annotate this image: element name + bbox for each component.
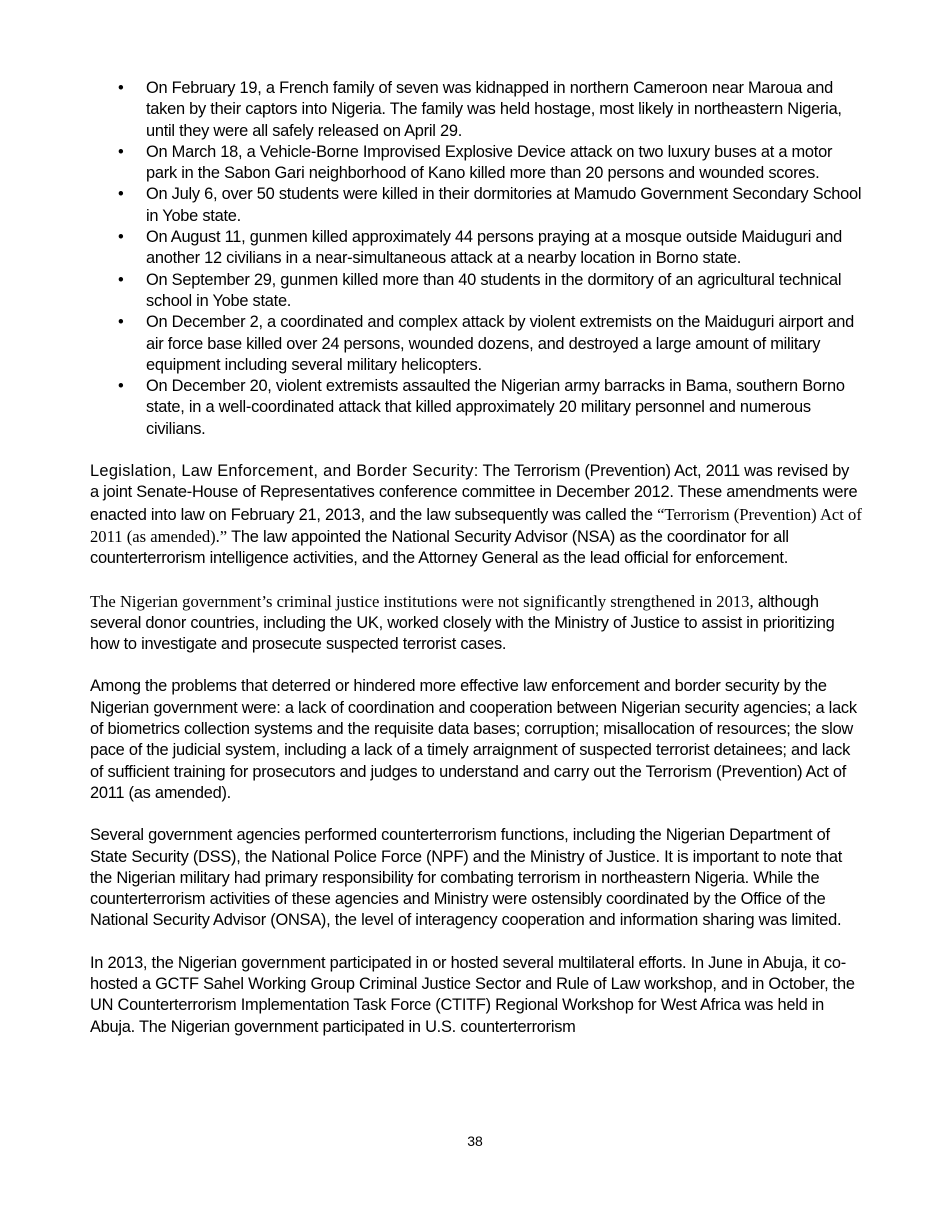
bullet-text: On September 29, gunmen killed more than 40 students in the dormitory of an agricultural technical school in Yobe state. xyxy=(146,270,842,310)
bullet-icon: • xyxy=(118,79,124,97)
bullet-icon: • xyxy=(118,142,124,161)
bullet-text: On August 11, gunmen killed approximately 44 persons praying at a mosque outside Maiduguri and another 12 civilians in a near-simultaneous attack at a nearby location in Borno state. xyxy=(146,228,842,268)
list-item xyxy=(90,142,862,185)
legislation-text-after: The law appointed the National Security Advisor (NSA) as the coordinator for all counterterrorism intelligence activities, and the Attorney General as the lead official for enforcement. xyxy=(90,527,789,568)
multilateral-paragraph: In 2013, the Nigerian government participated in or hosted several multilateral efforts. In June in Abuja, it co-hosted a GCTF Sahel Working Group Criminal Justice Sector and Rule of Law workshop, and in October, the UN Counterterrorism Implementation Task Force (CTITF) Regional Workshop for West Africa was held in Abuja. The Nigerian government participated in U.S. counterterrorism xyxy=(90,953,855,1036)
bullet-text: On December 20, violent extremists assaulted the Nigerian army barracks in Bama, southern Borno state, in a well-coordinated attack that killed approximately 20 military personnel and numerous civilians. xyxy=(146,377,845,438)
criminal-justice-text: although several donor countries, including the UK, worked closely with the Ministry of Justice to assist in prioritizing how to investigate and prosecute suspected terrorist cases. xyxy=(90,592,835,654)
bullet-icon: • xyxy=(118,185,124,204)
bullet-icon: • xyxy=(118,270,124,289)
list-item xyxy=(90,270,862,313)
bullet-icon: • xyxy=(118,313,124,332)
page-content xyxy=(90,78,862,1038)
list-item xyxy=(90,184,862,227)
list-item xyxy=(90,376,862,440)
criminal-justice-paragraph xyxy=(90,591,862,656)
bullet-icon: • xyxy=(118,377,124,396)
bullet-text: On July 6, over 50 students were killed in their dormitories at Mamudo Government Secondary School in Yobe state. xyxy=(146,185,862,225)
legislation-text-before: The Terrorism (Prevention) Act, 2011 was revised by a joint Senate-House of Representatives conference committee in December 2012. These amendments were enacted into law on February 21, 2013, and the law subsequently was called the xyxy=(90,462,858,524)
list-item xyxy=(90,312,862,376)
bullet-text: On March 18, a Vehicle-Borne Improvised Explosive Device attack on two luxury buses at a motor park in the Sabon Gari neighborhood of Kano killed more than 20 persons and wounded scores. xyxy=(146,142,833,183)
list-item xyxy=(90,227,862,270)
bullet-text: On December 2, a coordinated and complex attack by violent extremists on the Maiduguri airport and air force base killed over 24 persons, wounded dozens, and destroyed a large amount of military equipment including several military helicopters. xyxy=(146,313,854,374)
bullet-icon: • xyxy=(118,228,124,247)
section-heading: Legislation, Law Enforcement, and Border Security: xyxy=(90,462,479,481)
criminal-justice-lead: The Nigerian government’s criminal justice institutions were not significantly strengthened in 2013, xyxy=(90,591,754,611)
problems-paragraph: Among the problems that deterred or hindered more effective law enforcement and border security by the Nigerian government were: a lack of coordination and cooperation between Nigerian security agencies; a lack of biometrics collection systems and the requisite data bases; corruption; misallocation of resources; the slow pace of the judicial system, including a lack of a timely arraignment of suspected terrorist detainees; and lack of sufficient training for prosecutors and judges to understand and carry out the Terrorism (Prevention) Act of 2011 (as amended). xyxy=(90,677,857,802)
bullet-text: On February 19, a French family of seven was kidnapped in northern Cameroon near Maroua and taken by their captors into Nigeria. The family was held hostage, most likely in northeastern Nigeria, until they were all safely released on April 29. xyxy=(146,79,842,140)
legislation-paragraph xyxy=(90,461,862,569)
agencies-paragraph: Several government agencies performed counterterrorism functions, including the Nigerian Department of State Security (DSS), the National Police Force (NPF) and the Ministry of Justice. It is important to note that the Nigerian military had primary responsibility for combating terrorism in northeastern Nigeria. While the counterterrorism activities of these agencies and Ministry were ostensibly coordinated by the Office of the National Security Advisor (ONSA), the level of interagency cooperation and information sharing was limited. xyxy=(90,826,843,930)
legislation-act-name: “Terrorism (Prevention) Act of 2011 (as amended).” xyxy=(90,504,862,546)
incident-bullet-list xyxy=(90,78,862,440)
page-number: 38 xyxy=(467,1133,483,1149)
list-item xyxy=(90,78,862,142)
